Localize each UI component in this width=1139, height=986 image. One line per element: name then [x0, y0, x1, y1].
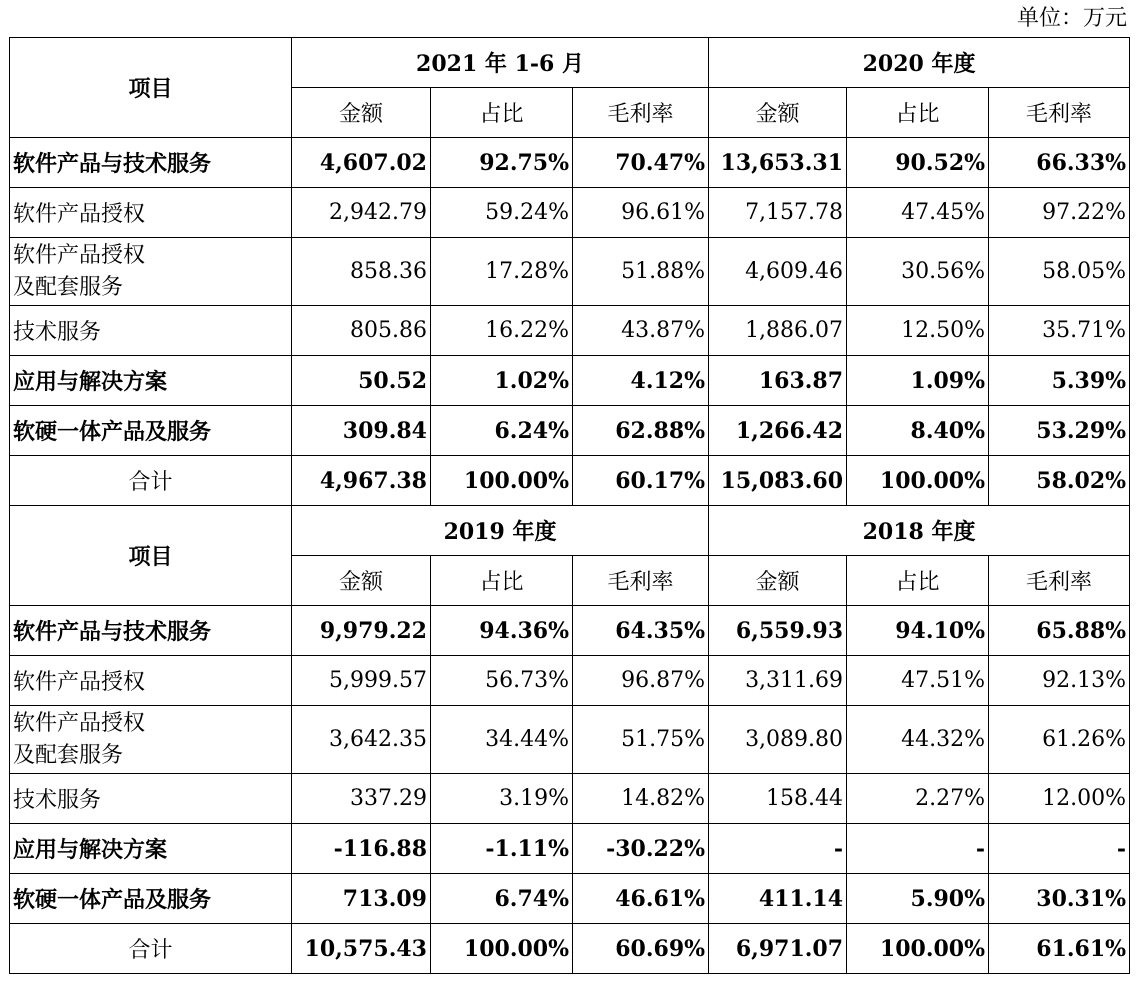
- table-cell: 1.02%: [431, 356, 573, 406]
- column-header-amount: 金额: [292, 556, 431, 606]
- table-cell: 58.05%: [989, 238, 1130, 306]
- table-cell: 94.36%: [431, 606, 573, 656]
- row-label: 技术服务: [10, 306, 292, 356]
- table-cell: 100.00%: [847, 924, 989, 974]
- column-header-margin: 毛利率: [989, 88, 1130, 138]
- table-cell: 35.71%: [989, 306, 1130, 356]
- row-label: 合计: [10, 924, 292, 974]
- table-cell: 62.88%: [573, 406, 709, 456]
- table-cell: 17.28%: [431, 238, 573, 306]
- table-cell: 10,575.43: [292, 924, 431, 974]
- table-cell: -: [989, 824, 1130, 874]
- table-cell: 70.47%: [573, 138, 709, 188]
- table-cell: 46.61%: [573, 874, 709, 924]
- table-cell: 100.00%: [431, 456, 573, 506]
- table-cell: 4,609.46: [709, 238, 847, 306]
- table-cell: 4,607.02: [292, 138, 431, 188]
- row-label: 应用与解决方案: [10, 356, 292, 406]
- column-header-margin: 毛利率: [989, 556, 1130, 606]
- table-cell: 6.74%: [431, 874, 573, 924]
- table-cell: 61.61%: [989, 924, 1130, 974]
- table-row: [10, 706, 1130, 774]
- table-cell: 66.33%: [989, 138, 1130, 188]
- table-cell: 47.51%: [847, 656, 989, 706]
- table-cell: -116.88: [292, 824, 431, 874]
- item-header: 项目: [10, 38, 292, 138]
- table-cell: 1.09%: [847, 356, 989, 406]
- table-cell: 12.50%: [847, 306, 989, 356]
- period-header-row: [10, 38, 1130, 88]
- row-label: 软硬一体产品及服务: [10, 406, 292, 456]
- column-header-share: 占比: [431, 88, 573, 138]
- table-cell: 64.35%: [573, 606, 709, 656]
- table-cell: 3,089.80: [709, 706, 847, 774]
- table-row: [10, 406, 1130, 456]
- revenue-margin-table: [9, 37, 1130, 974]
- row-label: 软件产品授权: [10, 656, 292, 706]
- table-row: [10, 774, 1130, 824]
- table-cell: 3,642.35: [292, 706, 431, 774]
- row-label: 软件产品与技术服务: [10, 606, 292, 656]
- table-cell: 50.52: [292, 356, 431, 406]
- table-cell: 5.39%: [989, 356, 1130, 406]
- period-header-row: [10, 506, 1130, 556]
- table-cell: 713.09: [292, 874, 431, 924]
- period-header: 2020 年度: [709, 38, 1130, 88]
- period-header: 2019 年度: [292, 506, 709, 556]
- table-cell: 1,266.42: [709, 406, 847, 456]
- column-header-margin: 毛利率: [573, 88, 709, 138]
- table-cell: 12.00%: [989, 774, 1130, 824]
- table-row: [10, 656, 1130, 706]
- table-cell: 90.52%: [847, 138, 989, 188]
- row-label: 技术服务: [10, 774, 292, 824]
- column-header-amount: 金额: [709, 88, 847, 138]
- column-header-margin: 毛利率: [573, 556, 709, 606]
- table-cell: 34.44%: [431, 706, 573, 774]
- table-cell: 60.69%: [573, 924, 709, 974]
- table-row: [10, 138, 1130, 188]
- table-cell: 30.56%: [847, 238, 989, 306]
- table-cell: 96.87%: [573, 656, 709, 706]
- period-header: 2018 年度: [709, 506, 1130, 556]
- table-cell: 5,999.57: [292, 656, 431, 706]
- table-cell: 411.14: [709, 874, 847, 924]
- table-cell: 92.75%: [431, 138, 573, 188]
- table-cell: 53.29%: [989, 406, 1130, 456]
- table-cell: 94.10%: [847, 606, 989, 656]
- table-row: [10, 606, 1130, 656]
- table-cell: 805.86: [292, 306, 431, 356]
- row-label: 应用与解决方案: [10, 824, 292, 874]
- table-cell: 30.31%: [989, 874, 1130, 924]
- table-cell: 6.24%: [431, 406, 573, 456]
- table-row: [10, 874, 1130, 924]
- table-cell: 65.88%: [989, 606, 1130, 656]
- column-header-share: 占比: [431, 556, 573, 606]
- table-cell: 8.40%: [847, 406, 989, 456]
- row-label: 软硬一体产品及服务: [10, 874, 292, 924]
- table-cell: 58.02%: [989, 456, 1130, 506]
- table-cell: 92.13%: [989, 656, 1130, 706]
- table-cell: 16.22%: [431, 306, 573, 356]
- table-cell: 43.87%: [573, 306, 709, 356]
- row-label: 软件产品授权 及配套服务: [10, 238, 292, 306]
- table-cell: 3,311.69: [709, 656, 847, 706]
- table-row: [10, 824, 1130, 874]
- table-cell: 96.61%: [573, 188, 709, 238]
- table-cell: 6,559.93: [709, 606, 847, 656]
- table-cell: 309.84: [292, 406, 431, 456]
- table-cell: 1,886.07: [709, 306, 847, 356]
- table-cell: 100.00%: [431, 924, 573, 974]
- column-header-share: 占比: [847, 556, 989, 606]
- table-body: [10, 38, 1130, 974]
- column-header-amount: 金额: [709, 556, 847, 606]
- row-label: 软件产品与技术服务: [10, 138, 292, 188]
- table-cell: 61.26%: [989, 706, 1130, 774]
- table-cell: -30.22%: [573, 824, 709, 874]
- table-cell: 47.45%: [847, 188, 989, 238]
- table-cell: 7,157.78: [709, 188, 847, 238]
- table-cell: 858.36: [292, 238, 431, 306]
- table-cell: 51.88%: [573, 238, 709, 306]
- table-cell: -: [847, 824, 989, 874]
- column-header-share: 占比: [847, 88, 989, 138]
- row-label: 软件产品授权 及配套服务: [10, 706, 292, 774]
- table-cell: 4,967.38: [292, 456, 431, 506]
- row-label: 合计: [10, 456, 292, 506]
- table-row: [10, 924, 1130, 974]
- table-cell: 15,083.60: [709, 456, 847, 506]
- table-cell: -: [709, 824, 847, 874]
- table-row: [10, 456, 1130, 506]
- table-cell: 2,942.79: [292, 188, 431, 238]
- table-cell: 2.27%: [847, 774, 989, 824]
- table-cell: 56.73%: [431, 656, 573, 706]
- table-cell: 51.75%: [573, 706, 709, 774]
- table-cell: 9,979.22: [292, 606, 431, 656]
- table-cell: 3.19%: [431, 774, 573, 824]
- table-cell: 44.32%: [847, 706, 989, 774]
- period-header: 2021 年 1-6 月: [292, 38, 709, 88]
- table-cell: 60.17%: [573, 456, 709, 506]
- table-row: [10, 356, 1130, 406]
- table-cell: 4.12%: [573, 356, 709, 406]
- table-cell: 163.87: [709, 356, 847, 406]
- table-row: [10, 188, 1130, 238]
- table-cell: 59.24%: [431, 188, 573, 238]
- item-header: 项目: [10, 506, 292, 606]
- table-cell: -1.11%: [431, 824, 573, 874]
- table-cell: 13,653.31: [709, 138, 847, 188]
- table-cell: 337.29: [292, 774, 431, 824]
- table-cell: 6,971.07: [709, 924, 847, 974]
- table-cell: 158.44: [709, 774, 847, 824]
- column-header-amount: 金额: [292, 88, 431, 138]
- table-cell: 5.90%: [847, 874, 989, 924]
- table-cell: 97.22%: [989, 188, 1130, 238]
- table-row: [10, 238, 1130, 306]
- unit-label: 单位：万元: [1016, 6, 1127, 31]
- row-label: 软件产品授权: [10, 188, 292, 238]
- table-cell: 100.00%: [847, 456, 989, 506]
- table-cell: 14.82%: [573, 774, 709, 824]
- table-row: [10, 306, 1130, 356]
